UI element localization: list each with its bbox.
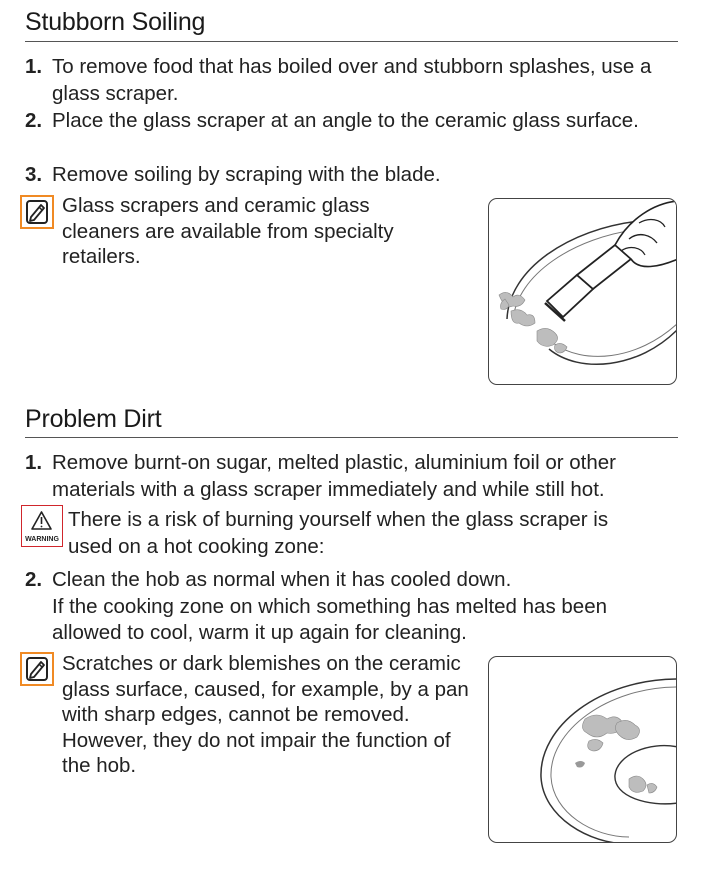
- warning-label: WARNING: [25, 536, 59, 543]
- step-number: 1.: [25, 451, 43, 474]
- step-2: [25, 108, 675, 135]
- section-title-problem-dirt: Problem Dirt: [25, 405, 162, 433]
- pencil-note-icon: [20, 652, 54, 686]
- note-text: Glass scrapers and ceramic glass cleaners are available from specialty retailers.: [62, 194, 394, 268]
- step-3: [25, 162, 675, 189]
- step-2: [25, 567, 675, 647]
- step-number: 3.: [25, 163, 43, 186]
- step-text: Clean the hob as normal when it has cooled down.: [52, 568, 512, 591]
- warning-triangle-icon: [21, 505, 63, 547]
- step-text: Remove soiling by scraping with the blade.: [52, 163, 441, 186]
- step-text: Remove burnt-on sugar, melted plastic, aluminium foil or other materials with a glass scraper immediately and while still hot.: [52, 451, 617, 501]
- section-divider: [25, 41, 678, 42]
- pencil-note-icon: [20, 195, 54, 229]
- step-number: 2.: [25, 568, 43, 591]
- section-title-stubborn-soiling: Stubborn Soiling: [25, 8, 206, 36]
- step-number: 1.: [25, 55, 43, 78]
- step-text: Place the glass scraper at an angle to the ceramic glass surface.: [52, 109, 639, 132]
- note-text: Scratches or dark blemishes on the ceramic glass surface, caused, for example, by a pan with sharp edges, cannot be removed. However, they do not impair the function of the hob.: [62, 652, 469, 777]
- warning-text: There is a risk of burning yourself when the glass scraper is used on a hot cooking zone:: [68, 508, 609, 558]
- step-1: [25, 450, 675, 503]
- step-number: 2.: [25, 109, 43, 132]
- step-text: To remove food that has boiled over and stubborn splashes, use a glass scraper.: [52, 55, 652, 105]
- step-1: [25, 54, 675, 107]
- section-divider: [25, 437, 678, 438]
- scraper-illustration: [488, 198, 677, 385]
- hob-blemish-illustration: [488, 656, 677, 843]
- step-text-continued: If the cooking zone on which something has melted has been allowed to cool, warm it up again for cleaning.: [52, 594, 607, 644]
